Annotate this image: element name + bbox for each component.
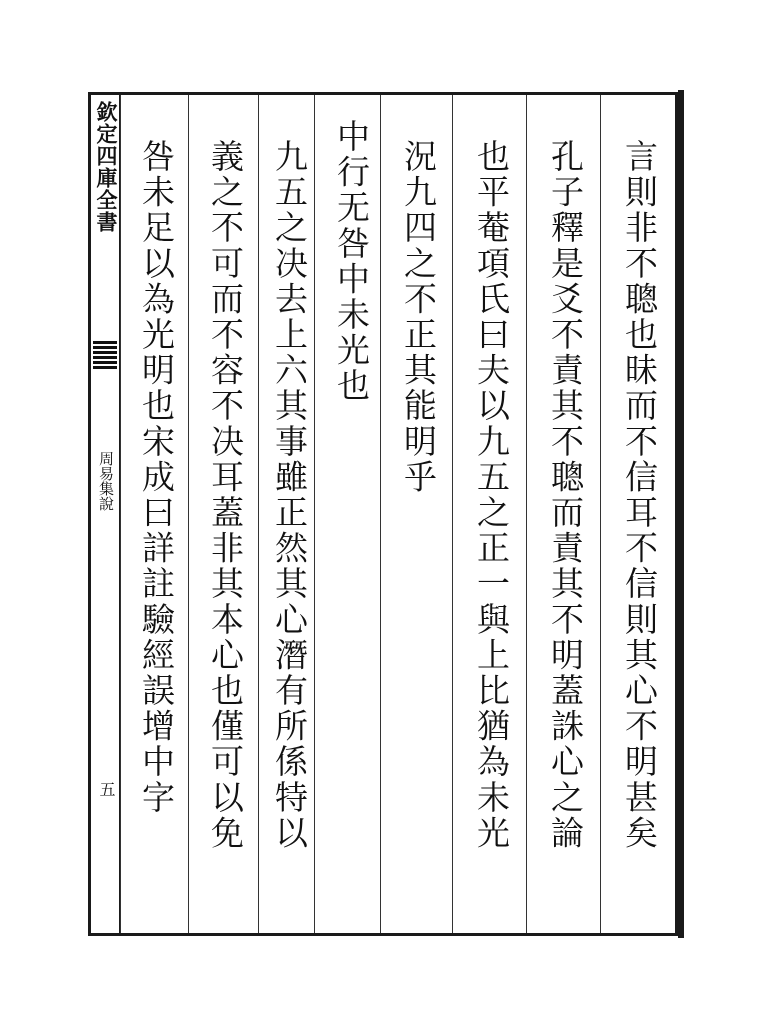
column-text: 也平菴項氏曰夫以九五之正一與上比猶為未光 [472, 139, 511, 851]
text-column-6 [258, 95, 315, 933]
book-subtitle: 周易集說 [97, 451, 115, 511]
collection-title: 欽定四庫全書 [94, 101, 119, 233]
column-text: 義之不可而不容不决耳蓋非其本心也僅可以免 [206, 139, 245, 851]
column-text: 中行无咎中未光也 [332, 119, 371, 404]
fishtail-mark-icon [93, 341, 117, 369]
column-text: 況九四之不正其能明乎 [399, 139, 438, 495]
book-page [88, 92, 678, 936]
frame-right-border [678, 90, 684, 938]
text-column-8 [120, 95, 189, 933]
text-column-2 [526, 95, 601, 933]
column-text: 孔子釋是爻不責其不聰而責其不明蓋誅心之論 [546, 139, 585, 851]
column-text: 咎未足以為光明也宋成曰詳註驗經誤增中字 [137, 139, 176, 816]
text-column-3 [452, 95, 527, 933]
text-column-1 [600, 95, 676, 933]
text-column-5 [314, 95, 381, 933]
column-text: 言則非不聰也昧而不信耳不信則其心不明甚矣 [620, 139, 659, 851]
text-column-4 [380, 95, 453, 933]
text-column-7 [188, 95, 259, 933]
column-text: 九五之决去上六其事雖正然其心潛有所係特以 [270, 139, 309, 851]
margin-column [91, 95, 121, 933]
page-number: 五 [97, 781, 116, 797]
